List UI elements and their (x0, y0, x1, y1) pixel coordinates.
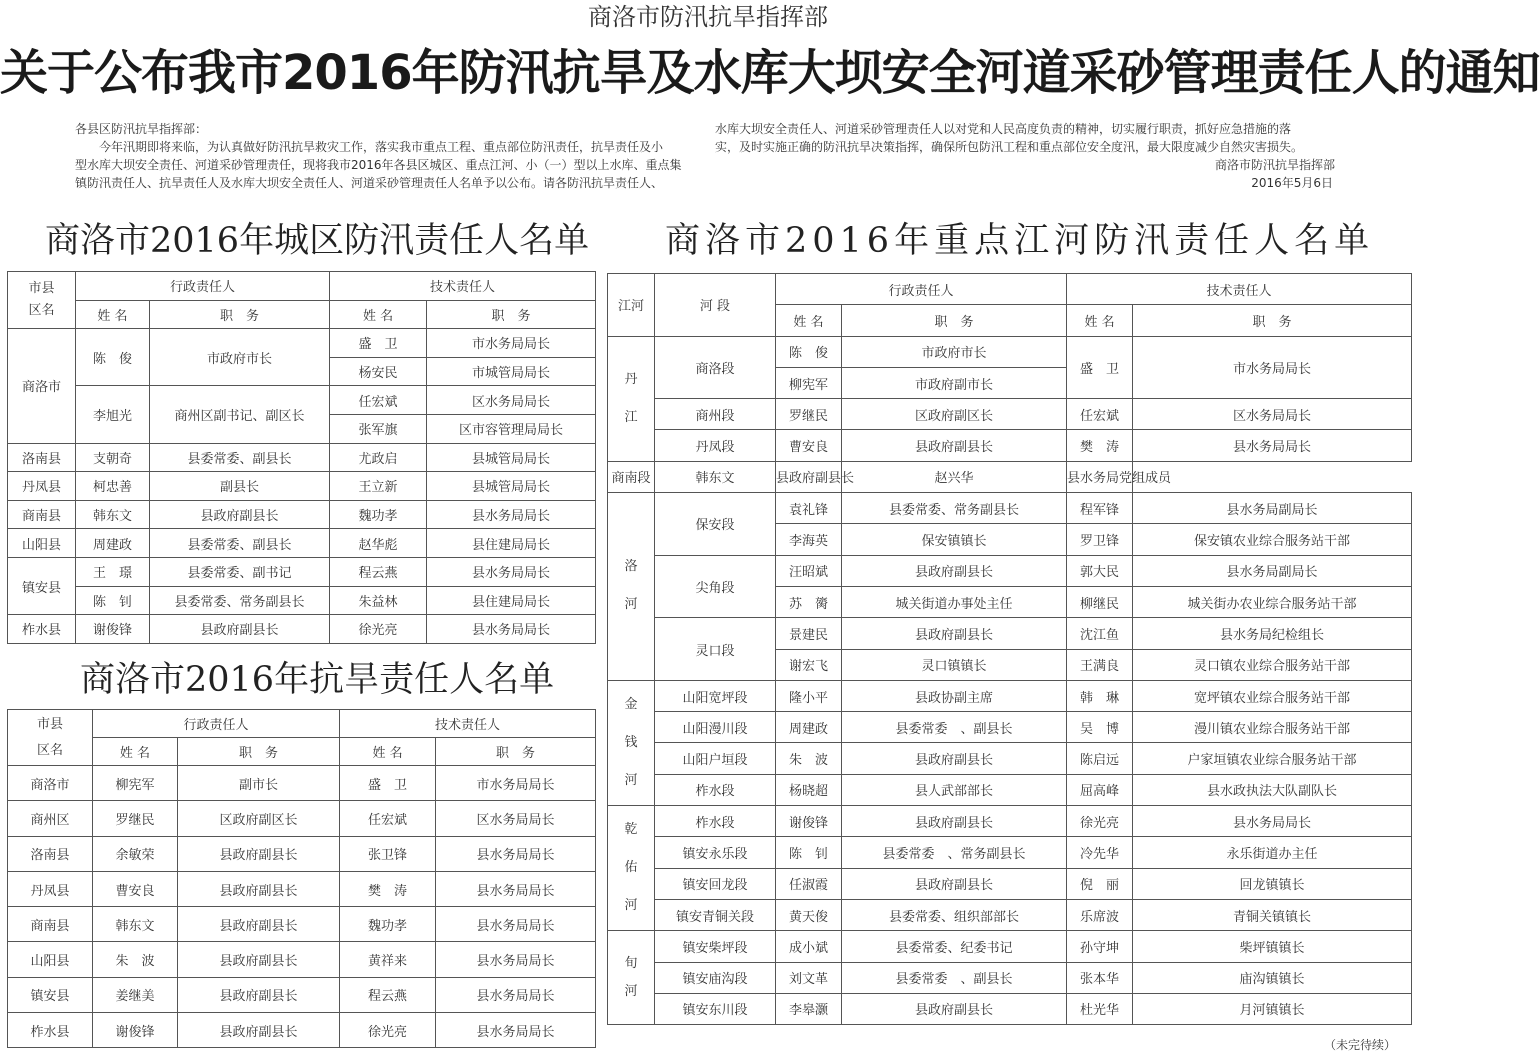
admin-header: 行政责任人 (93, 710, 340, 738)
river-cell (608, 806, 655, 931)
admin-role-cell: 县政府副县长 (842, 993, 1067, 1024)
admin-role-header: 职 务 (150, 300, 330, 329)
section-cell: 山阳漫川段 (655, 712, 776, 743)
admin-role-cell: 县政府副县长 (150, 500, 330, 529)
notice-line: 实，及时实施正确的防汛抗旱决策指挥，确保所包防汛工程和重点部位安全度汛，最大限度减少自然灾害损失。 (715, 140, 1304, 154)
continued-note: （未完待续） (1323, 1038, 1396, 1052)
table-row (8, 977, 596, 1012)
admin-role-cell: 市政府市长 (842, 336, 1067, 367)
tech-role-header: 职 务 (427, 300, 596, 329)
section-cell: 镇安青铜关段 (655, 899, 776, 930)
admin-name-cell: 成小斌 (776, 931, 842, 962)
tech-name-cell: 盛 卫 (330, 329, 427, 358)
drought-table (7, 709, 596, 1048)
admin-header: 行政责任人 (76, 272, 330, 301)
district-cell: 洛南县 (8, 443, 76, 472)
tech-name-cell: 程云燕 (340, 977, 436, 1012)
admin-role-cell: 县委常委、纪委书记 (842, 931, 1067, 962)
admin-name-cell: 苏 膐 (776, 586, 842, 617)
tech-name-cell: 张本华 (1067, 962, 1133, 993)
tech-name-cell: 魏功孝 (340, 907, 436, 942)
admin-role-cell: 县委常委、组织部部长 (842, 899, 1067, 930)
tech-role-cell: 县城管局局长 (427, 472, 596, 501)
notice-date: 2016年5月6日 (1251, 176, 1333, 190)
admin-name-cell: 周建政 (76, 529, 150, 558)
tech-name-cell: 程云燕 (330, 557, 427, 586)
admin-name-cell: 柯忠善 (76, 472, 150, 501)
river-header: 江河 (608, 274, 655, 337)
admin-role-cell: 商州区副书记、副区长 (150, 386, 330, 443)
tech-name-cell: 赵华彪 (330, 529, 427, 558)
tech-name-cell: 杨安民 (330, 357, 427, 386)
tech-role-cell: 永乐街道办主任 (1133, 837, 1412, 868)
tech-role-cell: 县水务局局长 (1133, 806, 1412, 837)
tech-name-cell: 朱益林 (330, 586, 427, 615)
admin-role-cell: 县政府副县长 (178, 907, 340, 942)
district-cell: 商洛市 (8, 329, 76, 443)
section-cell: 商州段 (655, 399, 776, 430)
table-row (8, 557, 596, 586)
table-row (608, 712, 1412, 743)
river-cell-text: 乾佑河 (624, 822, 638, 914)
tech-role-cell: 县水务局局长 (436, 977, 596, 1012)
table-row (8, 907, 596, 942)
admin-name-cell: 余敏荣 (93, 836, 178, 871)
tech-name-cell: 尤政启 (330, 443, 427, 472)
admin-role-cell: 县委常委、副县长 (150, 529, 330, 558)
admin-name-cell: 韩东文 (76, 500, 150, 529)
admin-name-cell: 罗继民 (93, 801, 178, 836)
table-row (608, 680, 1412, 711)
district-cell: 丹凤县 (8, 871, 93, 906)
section-cell: 商洛段 (655, 336, 776, 399)
table-row (608, 962, 1412, 993)
tech-role-cell: 县住建局局长 (427, 586, 596, 615)
table-row (608, 430, 1412, 461)
tech-name-cell: 任宏斌 (340, 801, 436, 836)
admin-name-cell: 曹安良 (776, 430, 842, 461)
tech-name-cell: 王立新 (330, 472, 427, 501)
tech-role-cell: 县水务局局长 (427, 615, 596, 644)
tech-role-cell: 县水务局局长 (436, 1013, 596, 1048)
section-cell: 商南段 (608, 461, 655, 492)
river-cell (608, 931, 655, 1025)
admin-role-cell: 保安镇镇长 (842, 524, 1067, 555)
tech-role-cell: 市城管局局长 (427, 357, 596, 386)
river-flood-title: 商洛市2016年重点江河防汛责任人名单 (665, 221, 1375, 261)
admin-role-cell: 县政府副县长 (150, 615, 330, 644)
tech-role-cell: 县水务局局长 (436, 942, 596, 977)
section-cell: 灵口段 (655, 618, 776, 681)
notice-line: 镇防汛责任人、抗旱责任人及水库大坝安全责任人、河道采砂管理责任人名单予以公布。请各防汛抗旱责任人、 (75, 176, 664, 190)
tech-role-cell: 漫川镇农业综合服务站干部 (1133, 712, 1412, 743)
section-header: 河 段 (655, 274, 776, 337)
tech-name-cell: 黄祥来 (340, 942, 436, 977)
tech-name-cell: 冷先华 (1067, 837, 1133, 868)
table-row (8, 801, 596, 836)
admin-name-cell: 王 璟 (76, 557, 150, 586)
tech-role-cell: 县水务局局长 (1133, 430, 1412, 461)
table-row (608, 493, 1412, 524)
tech-role-cell: 县水政执法大队副队长 (1133, 774, 1412, 805)
table-row (608, 461, 1412, 492)
admin-role-cell: 县政府副县长 (178, 942, 340, 977)
section-cell: 柞水段 (655, 806, 776, 837)
admin-name-cell: 支朝奇 (76, 443, 150, 472)
table-row (8, 766, 596, 801)
district-header: 市县区名 (8, 710, 93, 766)
notice-line: 今年汛期即将来临，为认真做好防汛抗旱救灾工作，落实我市重点工程、重点部位防汛责任，抗旱责任及小 (75, 140, 664, 154)
tech-role-cell: 回龙镇镇长 (1133, 868, 1412, 899)
admin-role-cell: 市政府市长 (150, 329, 330, 386)
table-row (8, 836, 596, 871)
admin-name-cell: 柳宪军 (93, 766, 178, 801)
table-row (8, 529, 596, 558)
admin-name-cell: 李皋灏 (776, 993, 842, 1024)
table-row (8, 871, 596, 906)
river-cell-text: 丹江 (624, 371, 638, 425)
district-cell: 商南县 (8, 500, 76, 529)
district-cell: 商南县 (8, 907, 93, 942)
tech-name-cell: 徐光亮 (1067, 806, 1133, 837)
tech-role-cell: 市水务局局长 (436, 766, 596, 801)
admin-role-header: 职 务 (178, 738, 340, 766)
section-cell: 柞水段 (655, 774, 776, 805)
admin-name-cell: 黄天俊 (776, 899, 842, 930)
river-cell-text: 金钱河 (624, 696, 638, 788)
district-cell: 柞水县 (8, 1013, 93, 1048)
table-row (8, 586, 596, 615)
tech-role-cell: 城关街办农业综合服务站干部 (1133, 586, 1412, 617)
district-cell: 洛南县 (8, 836, 93, 871)
admin-role-cell: 县委常委、副书记 (150, 557, 330, 586)
tech-role-cell: 市水务局局长 (427, 329, 596, 358)
table-row (608, 774, 1412, 805)
notice-line: 各县区防汛抗旱指挥部： (75, 122, 208, 136)
tech-role-cell: 柴坪镇镇长 (1133, 931, 1412, 962)
tech-role-cell: 县水务局局长 (427, 557, 596, 586)
tech-name-cell: 盛 卫 (340, 766, 436, 801)
tech-name-cell: 樊 涛 (1067, 430, 1133, 461)
admin-role-cell: 县委常委 、常务副县长 (842, 837, 1067, 868)
notice-line: 水库大坝安全责任人、河道采砂管理责任人以对党和人民高度负责的精神，切实履行职责，抓好应急措施的落 (715, 122, 1292, 136)
table-row (608, 336, 1412, 367)
tech-role-cell: 县住建局局长 (427, 529, 596, 558)
tech-name-cell: 张军旗 (330, 414, 427, 443)
table-row (8, 500, 596, 529)
tech-role-cell: 县水务局局长 (436, 871, 596, 906)
tech-header: 技术责任人 (330, 272, 596, 301)
admin-name-header: 姓 名 (76, 300, 150, 329)
admin-name-cell: 谢俊锋 (76, 615, 150, 644)
issuing-organization: 商洛市防汛抗旱指挥部 (588, 3, 828, 31)
admin-name-cell: 朱 波 (776, 743, 842, 774)
admin-name-cell: 姜继美 (93, 977, 178, 1012)
tech-role-cell: 区水务局局长 (1133, 399, 1412, 430)
tech-name-cell: 杜光华 (1067, 993, 1133, 1024)
table-row (8, 615, 596, 644)
admin-name-cell: 杨晓超 (776, 774, 842, 805)
section-cell: 山阳宽坪段 (655, 680, 776, 711)
tech-name-cell: 程军锋 (1067, 493, 1133, 524)
tech-role-cell: 保安镇农业综合服务站干部 (1133, 524, 1412, 555)
tech-role-cell: 县城管局局长 (427, 443, 596, 472)
tech-name-header: 姓 名 (330, 300, 427, 329)
tech-role-cell: 青铜关镇镇长 (1133, 899, 1412, 930)
table-row (8, 472, 596, 501)
admin-role-cell: 灵口镇镇长 (842, 649, 1067, 680)
tech-name-cell: 屈高峰 (1067, 774, 1133, 805)
table-row (608, 837, 1412, 868)
city-flood-title: 商洛市2016年城区防汛责任人名单 (45, 221, 590, 261)
section-cell: 镇安回龙段 (655, 868, 776, 899)
admin-name-cell: 罗继民 (776, 399, 842, 430)
district-cell: 镇安县 (8, 557, 76, 614)
notice-body-left (75, 120, 700, 192)
tech-name-cell: 张卫锋 (340, 836, 436, 871)
table-row (8, 942, 596, 977)
admin-name-cell: 李海英 (776, 524, 842, 555)
tech-name-cell: 任宏斌 (330, 386, 427, 415)
tech-role-cell: 市水务局局长 (1133, 336, 1412, 399)
tech-role-cell: 县水务局党组成员 (1067, 461, 1133, 492)
admin-name-cell: 曹安良 (93, 871, 178, 906)
section-cell: 镇安永乐段 (655, 837, 776, 868)
tech-name-cell: 沈江鱼 (1067, 618, 1133, 649)
tech-name-cell: 郭大民 (1067, 555, 1133, 586)
admin-role-header: 职 务 (842, 305, 1067, 336)
section-cell: 山阳户垣段 (655, 743, 776, 774)
tech-name-header: 姓 名 (1067, 305, 1133, 336)
admin-role-cell: 县委常委、副县长 (150, 443, 330, 472)
admin-name-cell: 柳宪军 (776, 367, 842, 398)
tech-name-header: 姓 名 (340, 738, 436, 766)
admin-name-cell: 谢俊锋 (776, 806, 842, 837)
river-cell-text: 旬河 (624, 955, 638, 999)
admin-name-header: 姓 名 (776, 305, 842, 336)
admin-name-cell: 陈 俊 (76, 329, 150, 386)
admin-role-cell: 县政府副县长 (178, 1013, 340, 1048)
tech-role-cell: 灵口镇农业综合服务站干部 (1133, 649, 1412, 680)
drought-title: 商洛市2016年抗旱责任人名单 (80, 660, 555, 700)
admin-role-cell: 县政府副县长 (842, 430, 1067, 461)
district-cell: 山阳县 (8, 529, 76, 558)
tech-name-cell: 吴 博 (1067, 712, 1133, 743)
admin-name-cell: 韩东文 (93, 907, 178, 942)
tech-role-cell: 县水务局副局长 (1133, 493, 1412, 524)
tech-name-cell: 孙守坤 (1067, 931, 1133, 962)
admin-name-cell: 韩东文 (655, 461, 776, 492)
admin-name-cell: 谢俊锋 (93, 1013, 178, 1048)
tech-name-cell: 魏功孝 (330, 500, 427, 529)
admin-role-cell: 县委常委、常务副县长 (842, 493, 1067, 524)
tech-header: 技术责任人 (1067, 274, 1412, 305)
admin-name-cell: 周建政 (776, 712, 842, 743)
district-cell: 山阳县 (8, 942, 93, 977)
tech-role-cell: 区市容管理局局长 (427, 414, 596, 443)
admin-role-cell: 县委常委 、副县长 (842, 962, 1067, 993)
tech-header: 技术责任人 (340, 710, 596, 738)
table-row (608, 743, 1412, 774)
admin-role-cell: 区政府副区长 (178, 801, 340, 836)
tech-role-cell: 宽坪镇农业综合服务站干部 (1133, 680, 1412, 711)
admin-name-cell: 隆小平 (776, 680, 842, 711)
tech-name-cell: 柳继民 (1067, 586, 1133, 617)
tech-role-header: 职 务 (1133, 305, 1412, 336)
river-cell (608, 680, 655, 805)
section-cell: 镇安柴坪段 (655, 931, 776, 962)
admin-role-cell: 县政府副县长 (842, 868, 1067, 899)
admin-name-header: 姓 名 (93, 738, 178, 766)
admin-role-cell: 县委常委、常务副县长 (150, 586, 330, 615)
admin-name-cell: 李旭光 (76, 386, 150, 443)
admin-role-cell: 城关街道办事处主任 (842, 586, 1067, 617)
notice-signature: 商洛市防汛抗旱指挥部 (1214, 158, 1335, 172)
admin-name-cell: 陈 钊 (776, 837, 842, 868)
tech-name-cell: 徐光亮 (340, 1013, 436, 1048)
admin-role-cell: 县政府副县长 (178, 977, 340, 1012)
admin-name-cell: 刘文革 (776, 962, 842, 993)
admin-role-cell: 县人武部部长 (842, 774, 1067, 805)
admin-name-cell: 袁礼锋 (776, 493, 842, 524)
tech-role-cell: 庙沟镇镇长 (1133, 962, 1412, 993)
tech-name-cell: 樊 涛 (340, 871, 436, 906)
admin-role-cell: 县政府副县长 (178, 836, 340, 871)
admin-role-cell: 县政协副主席 (842, 680, 1067, 711)
table-row (608, 899, 1412, 930)
river-cell (608, 493, 655, 681)
tech-role-cell: 区水务局局长 (427, 386, 596, 415)
tech-role-cell: 县水务局局长 (436, 836, 596, 871)
admin-role-cell: 市政府副市长 (842, 367, 1067, 398)
admin-role-cell: 县政府副县长 (178, 871, 340, 906)
district-cell: 柞水县 (8, 615, 76, 644)
section-cell: 尖角段 (655, 555, 776, 618)
notice-line: 型水库大坝安全责任、河道采砂管理责任，现将我市2016年各县区城区、重点江河、小（一）型以上水库、重点集 (75, 158, 682, 172)
tech-role-cell: 区水务局局长 (436, 801, 596, 836)
district-cell: 商州区 (8, 801, 93, 836)
admin-name-cell: 汪昭斌 (776, 555, 842, 586)
admin-role-cell: 县政府副县长 (842, 555, 1067, 586)
city-flood-table (7, 271, 596, 644)
section-cell: 丹凤段 (655, 430, 776, 461)
district-header: 市县区名 (8, 272, 76, 329)
table-row (8, 1013, 596, 1048)
tech-name-cell: 乐席波 (1067, 899, 1133, 930)
table-row (608, 555, 1412, 586)
tech-role-cell: 县水务局局长 (436, 907, 596, 942)
district-cell: 丹凤县 (8, 472, 76, 501)
notice-body-right (715, 120, 1345, 192)
notice-headline: 关于公布我市2016年防汛抗旱及水库大坝安全河道采砂管理责任人的通知 (0, 45, 1540, 101)
admin-name-cell: 陈 钊 (76, 586, 150, 615)
tech-name-cell: 赵兴华 (842, 461, 1067, 492)
table-row (608, 806, 1412, 837)
admin-name-cell: 景建民 (776, 618, 842, 649)
admin-role-cell: 县政府副县长 (776, 461, 842, 492)
district-cell: 商洛市 (8, 766, 93, 801)
admin-role-cell: 县政府副县长 (842, 806, 1067, 837)
table-row (608, 931, 1412, 962)
tech-role-cell: 县水务局局长 (427, 500, 596, 529)
tech-role-cell: 县水务局纪检组长 (1133, 618, 1412, 649)
admin-role-cell: 副县长 (150, 472, 330, 501)
tech-role-cell: 户家垣镇农业综合服务站干部 (1133, 743, 1412, 774)
tech-role-cell: 县水务局副局长 (1133, 555, 1412, 586)
river-flood-table (607, 273, 1412, 1025)
tech-name-cell: 任宏斌 (1067, 399, 1133, 430)
admin-role-cell: 副市长 (178, 766, 340, 801)
admin-header: 行政责任人 (776, 274, 1067, 305)
tech-name-cell: 盛 卫 (1067, 336, 1133, 399)
tech-role-header: 职 务 (436, 738, 596, 766)
admin-name-cell: 陈 俊 (776, 336, 842, 367)
admin-role-cell: 县委常委 、副县长 (842, 712, 1067, 743)
section-cell: 镇安庙沟段 (655, 962, 776, 993)
section-cell: 镇安东川段 (655, 993, 776, 1024)
admin-role-cell: 区政府副区长 (842, 399, 1067, 430)
tech-name-cell: 陈启远 (1067, 743, 1133, 774)
admin-name-cell: 任淑霞 (776, 868, 842, 899)
admin-name-cell: 朱 波 (93, 942, 178, 977)
table-row (608, 399, 1412, 430)
table-row (8, 443, 596, 472)
table-row (608, 868, 1412, 899)
river-cell-text: 洛河 (624, 559, 638, 613)
admin-role-cell: 县政府副县长 (842, 618, 1067, 649)
table-row (608, 618, 1412, 649)
section-cell: 保安段 (655, 493, 776, 556)
tech-role-cell: 月河镇镇长 (1133, 993, 1412, 1024)
tech-name-cell: 罗卫锋 (1067, 524, 1133, 555)
tech-name-cell: 倪 丽 (1067, 868, 1133, 899)
table-row (8, 329, 596, 358)
admin-role-cell: 县政府副县长 (842, 743, 1067, 774)
district-cell: 镇安县 (8, 977, 93, 1012)
admin-name-cell: 谢宏飞 (776, 649, 842, 680)
tech-name-cell: 徐光亮 (330, 615, 427, 644)
table-row (608, 993, 1412, 1024)
table-row (8, 386, 596, 415)
tech-name-cell: 韩 琳 (1067, 680, 1133, 711)
river-cell (608, 336, 655, 461)
tech-name-cell: 王满良 (1067, 649, 1133, 680)
